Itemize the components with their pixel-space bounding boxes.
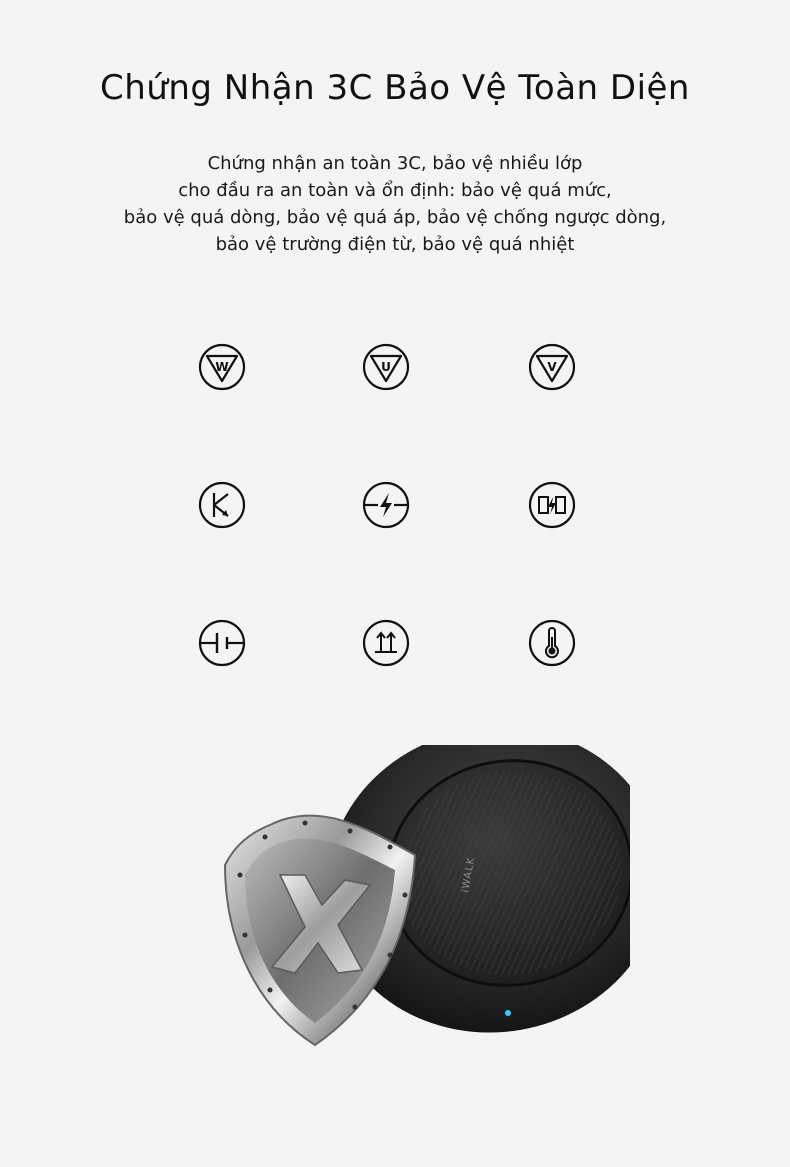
thermometer-icon <box>528 619 576 667</box>
page-title: Chứng Nhận 3C Bảo Vệ Toàn Diện <box>100 68 690 108</box>
transistor-icon <box>198 481 246 529</box>
overpower-w-icon <box>198 343 246 391</box>
shield-graphic <box>225 816 415 1045</box>
overvoltage-v-icon <box>528 343 576 391</box>
description-line: bảo vệ trường điện từ, bảo vệ quá nhiệt <box>215 234 575 255</box>
description-line: cho đầu ra an toàn và ổn định: bảo vệ quá mức, <box>178 180 612 201</box>
description <box>0 150 790 258</box>
power-indicator <box>505 1010 511 1016</box>
overpower-letter: W <box>215 360 229 374</box>
description-line: bảo vệ quá dòng, bảo vệ quá áp, bảo vệ chống ngược dòng, <box>123 207 667 228</box>
undervoltage-letter: U <box>381 360 391 374</box>
surge-bolt-icon <box>362 481 410 529</box>
capacitor-icon <box>198 619 246 667</box>
product-image <box>210 745 630 1055</box>
description-line: Chứng nhận an toàn 3C, bảo vệ nhiều lớp <box>207 153 583 174</box>
overvoltage-letter: V <box>547 360 557 374</box>
undervoltage-u-icon <box>362 343 410 391</box>
reverse-current-icon <box>362 619 410 667</box>
brand-mark: iWALK <box>460 856 478 894</box>
battery-charge-icon <box>528 481 576 529</box>
